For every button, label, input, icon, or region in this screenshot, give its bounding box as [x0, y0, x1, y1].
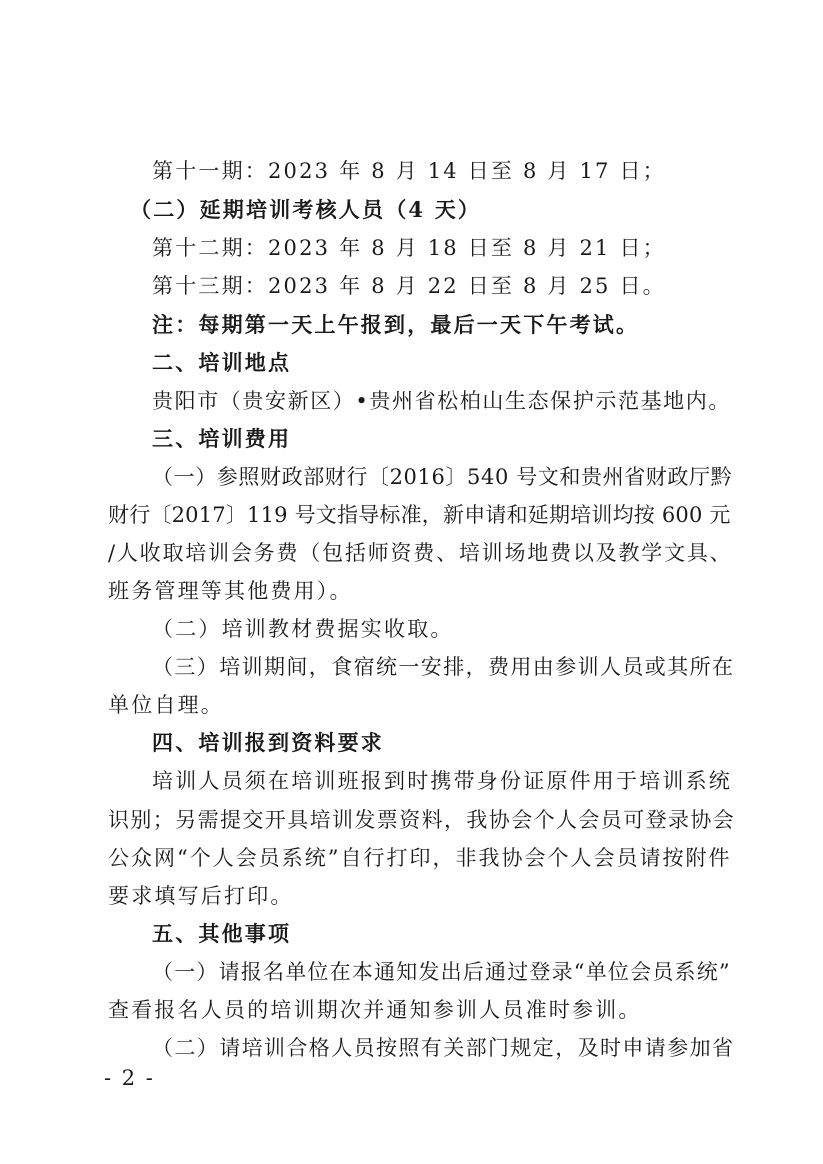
fees-paragraph-1-line-2: 财行〔2017〕119 号文指导标准，新申请和延期培训均按 600 元 [108, 503, 731, 527]
materials-line-2: 识别；另需提交开具培训发票资料，我协会个人会员可登录协会 [108, 808, 736, 832]
section-heading-extended-training: （二）延期培训考核人员（4 天） [130, 197, 482, 222]
training-location-text: 贵阳市（贵安新区）•贵州省松柏山生态保护示范基地内。 [152, 389, 731, 413]
heading-other-matters: 五、其他事项 [152, 921, 292, 946]
fees-paragraph-1-line-1: （一）参照财政部财行〔2016〕540 号文和贵州省财政厅黔 [152, 465, 733, 489]
heading-training-fees: 三、培训费用 [152, 426, 292, 451]
schedule-line-12: 第十二期：2023 年 8 月 18 日至 8 月 21 日； [152, 236, 666, 260]
fees-paragraph-1-line-4: 班务管理等其他费用）。 [108, 579, 353, 603]
schedule-line-13: 第十三期：2023 年 8 月 22 日至 8 月 25 日。 [152, 274, 666, 298]
other-paragraph-2-line-1: （二）请培训合格人员按照有关部门规定，及时申请参加省 [152, 1036, 735, 1060]
page-number: - 2 - [104, 1066, 155, 1090]
heading-training-location: 二、培训地点 [152, 350, 292, 375]
other-paragraph-1-line-2: 查看报名人员的培训期次并通知参训人员准时参训。 [108, 998, 642, 1022]
fees-paragraph-3-line-2: 单位自理。 [108, 693, 224, 717]
schedule-line-11: 第十一期：2023 年 8 月 14 日至 8 月 17 日； [152, 159, 666, 183]
materials-line-3: 公众网“个人会员系统”自行打印，非我协会个人会员请按附件 [108, 846, 732, 870]
fees-paragraph-1-line-3: /人收取培训会务费（包括师资费、培训场地费以及教学文具、 [108, 541, 733, 565]
other-paragraph-1-line-1: （一）请报名单位在本通知发出后通过登录“单位会员系统” [152, 960, 731, 984]
materials-line-1: 培训人员须在培训班报到时携带身份证原件用于培训系统 [152, 769, 732, 793]
note-line: 注：每期第一天上午报到，最后一天下午考试。 [152, 312, 640, 337]
materials-line-4: 要求填写后打印。 [108, 884, 294, 908]
fees-paragraph-2: （二）培训教材费据实收取。 [152, 617, 454, 641]
fees-paragraph-3-line-1: （三）培训期间，食宿统一安排，费用由参训人员或其所在 [152, 655, 735, 679]
heading-registration-materials: 四、培训报到资料要求 [152, 730, 384, 755]
